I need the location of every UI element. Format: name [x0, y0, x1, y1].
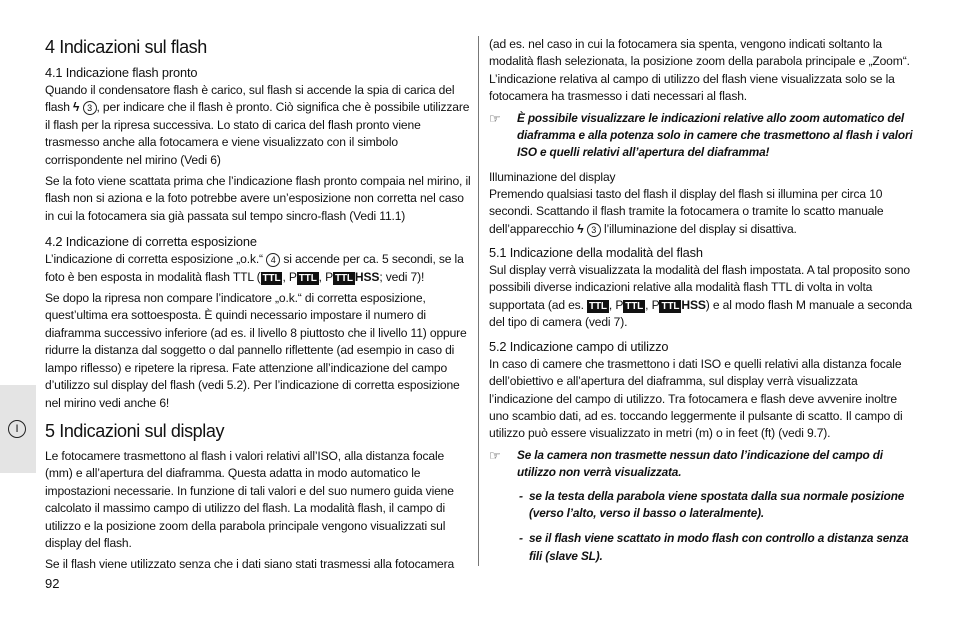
circled-number-4: 4 — [266, 253, 280, 267]
s51-text-b: ) e al modo flash M manuale a seconda del tipo di camera (vedi 7). — [489, 297, 913, 330]
section-5-heading: 5 Indicazioni sul display — [45, 420, 225, 441]
dash-mark: - — [519, 531, 523, 546]
s41-text-a: Quando il condensatore flash è carico, sul flash si accende la spia di carica del flash — [45, 83, 455, 115]
section-5-paragraph-2: Se il flash viene utilizzato senza che i dati siano stati trasmessi alla fotocamera — [45, 557, 455, 572]
section-5-paragraph-1: Le fotocamere trasmettono al flash i valori relativi all’ISO, alla distanza focale (mm) e all’apertura del diaframma. Questa adatta in modo automatico le impostazioni necessarie. In funzione di tali valori e del suo numero guida viene calcolato il massimo campo di utilizzo del flash. La modalità flash, il campo di utilizzo e la posizione zoom della parabola principale vengono visualizzati sul display del flash. — [45, 448, 454, 550]
note-range-text: Se la camera non trasmette nessun dato l’indicazione del campo di utilizzo non verrà visualizzata. — [517, 447, 883, 480]
s51-text-a: Sul display verrà visualizzata la modalità del flash impostata. A tal proposito sono possibili diverse indicazioni relative alla modalità flash TTL di volta in volta supportata (ad es. — [489, 263, 910, 312]
ttl-badge: TTL — [262, 272, 281, 284]
p-ttl-hss-badge: TTL — [335, 272, 353, 284]
pointing-hand-icon: ☞ — [489, 110, 501, 126]
s42-text-c: ; vedi 7)! — [379, 269, 425, 284]
hss-label: HSS — [681, 297, 706, 312]
section-4-1-paragraph-1 — [45, 82, 473, 169]
right-column — [489, 36, 915, 573]
section-4-1-heading: 4.1 Indicazione flash pronto — [45, 65, 198, 80]
s41-text-b: , per indicare che il flash è pronto. Ciò significa che è possibile utilizzare il flash per la ripresa successiva. Lo stato di carica del flash pronto viene trasmesso anche alla fotocamera e viene visualizzato con il simbolo corrispondente nel mirino (Vedi 6) — [45, 100, 470, 167]
language-side-tab — [0, 385, 36, 473]
section-4-2-paragraph-1: L’indicazione di corretta esposizione „o.k.“ 4 si accende per ca. 5 secondi, se la foto è ben esposta in modalità flash TTL ( TTL , P TTL , P TTL HSS; vedi 7)! — [45, 252, 464, 284]
illum-text-a: Premendo qualsiasi tasto del flash il display del flash si illumina per circa 10 secondi. Scattando il flash tramite la fotocamera o tramite lo scatto manuale dell’apparecchio — [489, 186, 884, 236]
section-4-2-paragraph-2: Se dopo la ripresa non compare l’indicatore „o.k.“ di corretta esposizione, quest’ultima era sottoesposta. È quindi necessario impostare il numero di diaframma successivo inferiore (ad es. il livello 8 piuttosto che il livello 11) oppure ridurre la distanza dal soggetto o dal pannello riflettente (ad esempio in caso di lampo riflesso) e ripetere la ripresa. Fate attenzione all’indicazione del campo d’utilizzo sul display del flash (vedi 5.2). Per l’indicazione di corretta esposizione nel mirino vedi anche 6! — [45, 291, 467, 410]
illum-text-b: l’illuminazione del display si disattiva. — [603, 221, 797, 236]
p-letter-2: P — [325, 269, 334, 284]
note-range — [489, 447, 915, 482]
flash-bolt-icon: ϟ — [73, 100, 80, 115]
circled-number-3: 3 — [587, 223, 601, 237]
p-letter: P — [288, 269, 297, 284]
p-letter-2: P — [651, 297, 660, 312]
note-zoom — [489, 110, 915, 162]
dash-item-2-text: se il flash viene scattato in modo flash con controllo a distanza senza fili (slave SL). — [529, 531, 909, 563]
p-ttl-hss-badge: TTL — [661, 300, 680, 312]
s42-text-a: L’indicazione di corretta esposizione „o.k.“ — [45, 252, 263, 267]
page-number: 92 — [45, 576, 60, 591]
left-column — [45, 36, 473, 578]
p-letter: P — [615, 297, 624, 312]
section-5-1-paragraph: Sul display verrà visualizzata la modalità del flash impostata. A tal proposito sono possibili diverse indicazioni relative alla modalità flash TTL di volta in volta supportata (ad es. TTL , P TTL , P TTL HSS) e al modo flash M manuale a seconda del tipo di camera (vedi 7). — [489, 263, 913, 330]
column-divider — [478, 36, 479, 566]
pointing-hand-icon: ☞ — [489, 447, 501, 463]
illumination-heading: Illuminazione del display — [489, 169, 616, 184]
ttl-badge: TTL — [589, 300, 607, 312]
section-5-1-heading: 5.1 Indicazione della modalità del flash — [489, 245, 703, 261]
dash-item-1-text: se la testa della parabola viene spostata dalla sua normale posizione (verso l’alto, verso il basso o lateralmente). — [529, 488, 905, 520]
s42-text-b: si accende per ca. 5 secondi, se la foto è ben esposta in modalità flash TTL ( — [45, 252, 464, 284]
language-tab-label: I — [8, 420, 26, 438]
flash-bolt-icon: ϟ — [577, 221, 584, 236]
continued-paragraph: (ad es. nel caso in cui la fotocamera sia spenta, vengono indicati soltanto la modalità flash selezionata, la posizione zoom della parabola principale e „Zoom“. L’indicazione relativa al campo di utilizzo del flash viene visualizzata solo se la fotocamera ha trasmesso i dati necessari al flash. — [489, 37, 910, 104]
dash-item-1 — [519, 488, 915, 523]
dash-item-2 — [519, 530, 915, 565]
section-4-heading: 4 Indicazioni sul flash — [45, 37, 207, 57]
section-4-1-paragraph-2: Se la foto viene scattata prima che l’indicazione flash pronto compaia nel mirino, il flash non si aziona e la foto potrebbe avere un’esposizione non corretta nel caso in cui la fotocamera sia già passata sul tempo sincro-flash (Vedi 11.1) — [45, 174, 471, 223]
circled-number-3: 3 — [83, 101, 97, 115]
section-5-2-heading: 5.2 Indicazione campo di utilizzo — [489, 338, 669, 354]
dash-mark: - — [519, 488, 523, 503]
hss-label: HSS — [354, 269, 380, 284]
p-ttl-badge: TTL — [625, 300, 644, 312]
section-4-2-heading: 4.2 Indicazione di corretta esposizione — [45, 234, 257, 250]
section-5-2-paragraph: In caso di camere che trasmettono i dati ISO e quelli relativi alla distanza focale dell’obiettivo e all’apertura del diaframma, sul display verrà visualizzata l’indicazione del campo di utilizzo. Tra fotocamera e flash deve avvenire inoltre uno scambio dati, ad es. toccando leggermente il pulsante di scatto. Il campo di utilizzo può essere visualizzato in metri (m) o in feet (ft) (vedi 9.7). — [489, 356, 903, 441]
illumination-paragraph — [489, 186, 915, 238]
note-zoom-text: È possibile visualizzare le indicazioni relative allo zoom automatico del diaframma e alla potenza solo in camere che trasmettono al flash i valori ISO e quelli relativi all’apertura del diaframma! — [517, 110, 913, 160]
p-ttl-badge: TTL — [298, 272, 317, 284]
